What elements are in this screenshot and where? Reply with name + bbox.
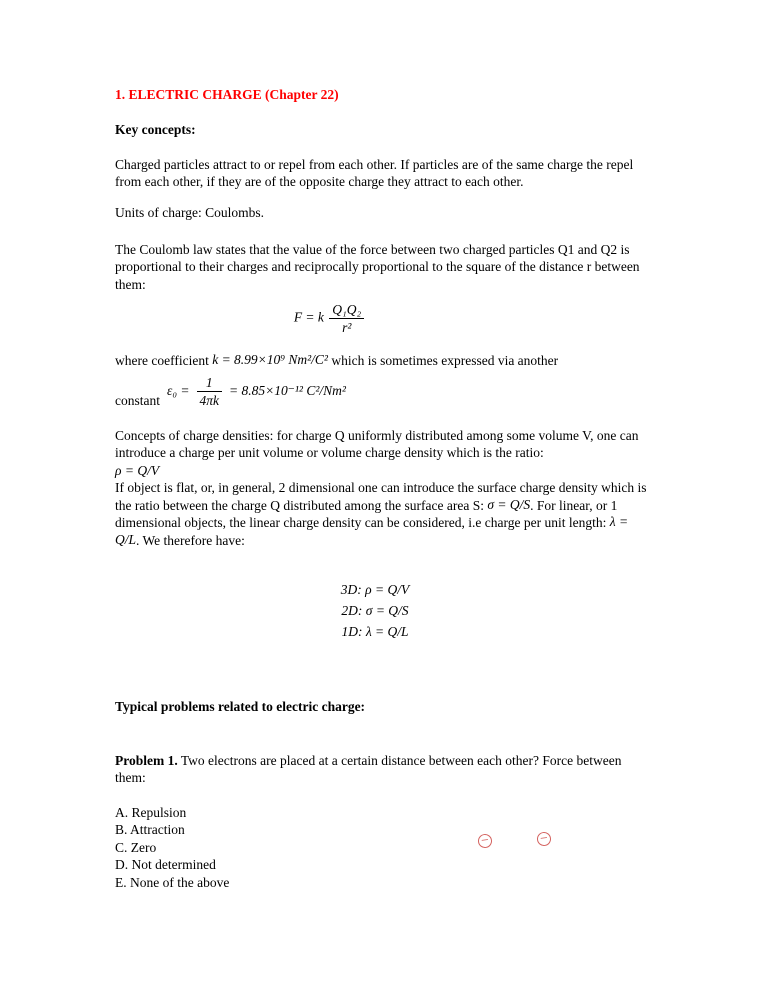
- epsilon-equation-numerator: 1: [197, 374, 223, 392]
- problem-1-label: Problem 1.: [115, 752, 178, 768]
- epsilon-equation-fraction: [197, 374, 223, 409]
- surface-text-before: If object is flat, or, in general, 2 dimensional one can introduce the surface charge density which is the ratio between the charge Q distributed among the surface area S:: [115, 480, 647, 513]
- option-d: D. Not determined: [115, 857, 216, 872]
- force-equation-fraction: [329, 301, 364, 336]
- epsilon-equation-rhs: = 8.85×10⁻¹² C²/Nm²: [229, 383, 346, 398]
- constant-word: constant: [115, 392, 160, 408]
- force-equation-denominator: r²: [342, 320, 352, 335]
- option-e: E. None of the above: [115, 874, 230, 890]
- force-equation-numerator: Q₁Q₂: [329, 301, 364, 319]
- paragraph-surface-linear-density: [115, 479, 655, 549]
- coefficient-text-before: where coefficient: [115, 353, 213, 368]
- epsilon-equation-denominator: 4πk: [199, 392, 220, 408]
- equation-3d: 3D: ρ = Q/V: [340, 582, 410, 597]
- equation-2d: 2D: σ = Q/S: [341, 603, 409, 618]
- key-concepts-heading: Key concepts:: [115, 121, 196, 137]
- coulomb-force-equation: [115, 301, 655, 336]
- chapter-title: 1. ELECTRIC CHARGE (Chapter 22): [115, 87, 339, 102]
- k-constant-formula: k = 8.99×10⁹ Nm²/C²: [212, 352, 328, 367]
- coefficient-text-after: which is sometimes expressed via another: [327, 353, 559, 368]
- electron-annotation-icon: −: [477, 833, 493, 849]
- rho-formula: ρ = Q/V: [115, 462, 160, 478]
- equation-1d: 1D: λ = Q/L: [341, 624, 409, 639]
- epsilon-zero-equation: [167, 374, 346, 409]
- problem-1-statement: [115, 752, 655, 787]
- dimension-equations-block: [115, 579, 655, 642]
- force-equation-lhs: F = k: [293, 309, 324, 325]
- paragraph-volume-density: Concepts of charge densities: for charge Q uniformly distributed among some volume V, one can introduce a charge per unit volume or volume charge density which is the ratio:: [115, 427, 639, 460]
- paragraph-constant-epsilon: [115, 374, 655, 409]
- epsilon-equation-lhs: ε₀ =: [167, 383, 190, 398]
- paragraph-units-of-charge: Units of charge: Coulombs.: [115, 204, 264, 220]
- typical-problems-heading: Typical problems related to electric charge:: [115, 699, 366, 714]
- surface-text-after: . For linear, or 1 dimensional objects, the linear charge density can be considered, i.e charge per unit length:: [115, 497, 618, 530]
- option-c: C. Zero: [115, 839, 157, 855]
- option-b: B. Attraction: [115, 822, 185, 837]
- problem-1-text: Two electrons are placed at a certain distance between each other? Force between them:: [115, 752, 622, 785]
- option-a: A. Repulsion: [115, 804, 187, 820]
- lambda-formula: λ = Q/L: [115, 514, 629, 547]
- answer-options-list: [115, 804, 655, 892]
- lambda-text-after: . We therefore have:: [136, 532, 245, 548]
- electron-annotation-icon: −: [536, 831, 552, 847]
- paragraph-charged-particles: Charged particles attract to or repel from each other. If particles are of the same charge the repel from each other, if they are of the opposite charge they attract to each other.: [115, 156, 634, 189]
- paragraph-coulomb-law: The Coulomb law states that the value of the force between two charged particles Q1 and Q2 is proportional to their charges and reciprocally proportional to the square of the distance r between them:: [115, 241, 640, 292]
- paragraph-coefficient: [115, 352, 655, 370]
- sigma-formula: σ = Q/S: [487, 496, 531, 512]
